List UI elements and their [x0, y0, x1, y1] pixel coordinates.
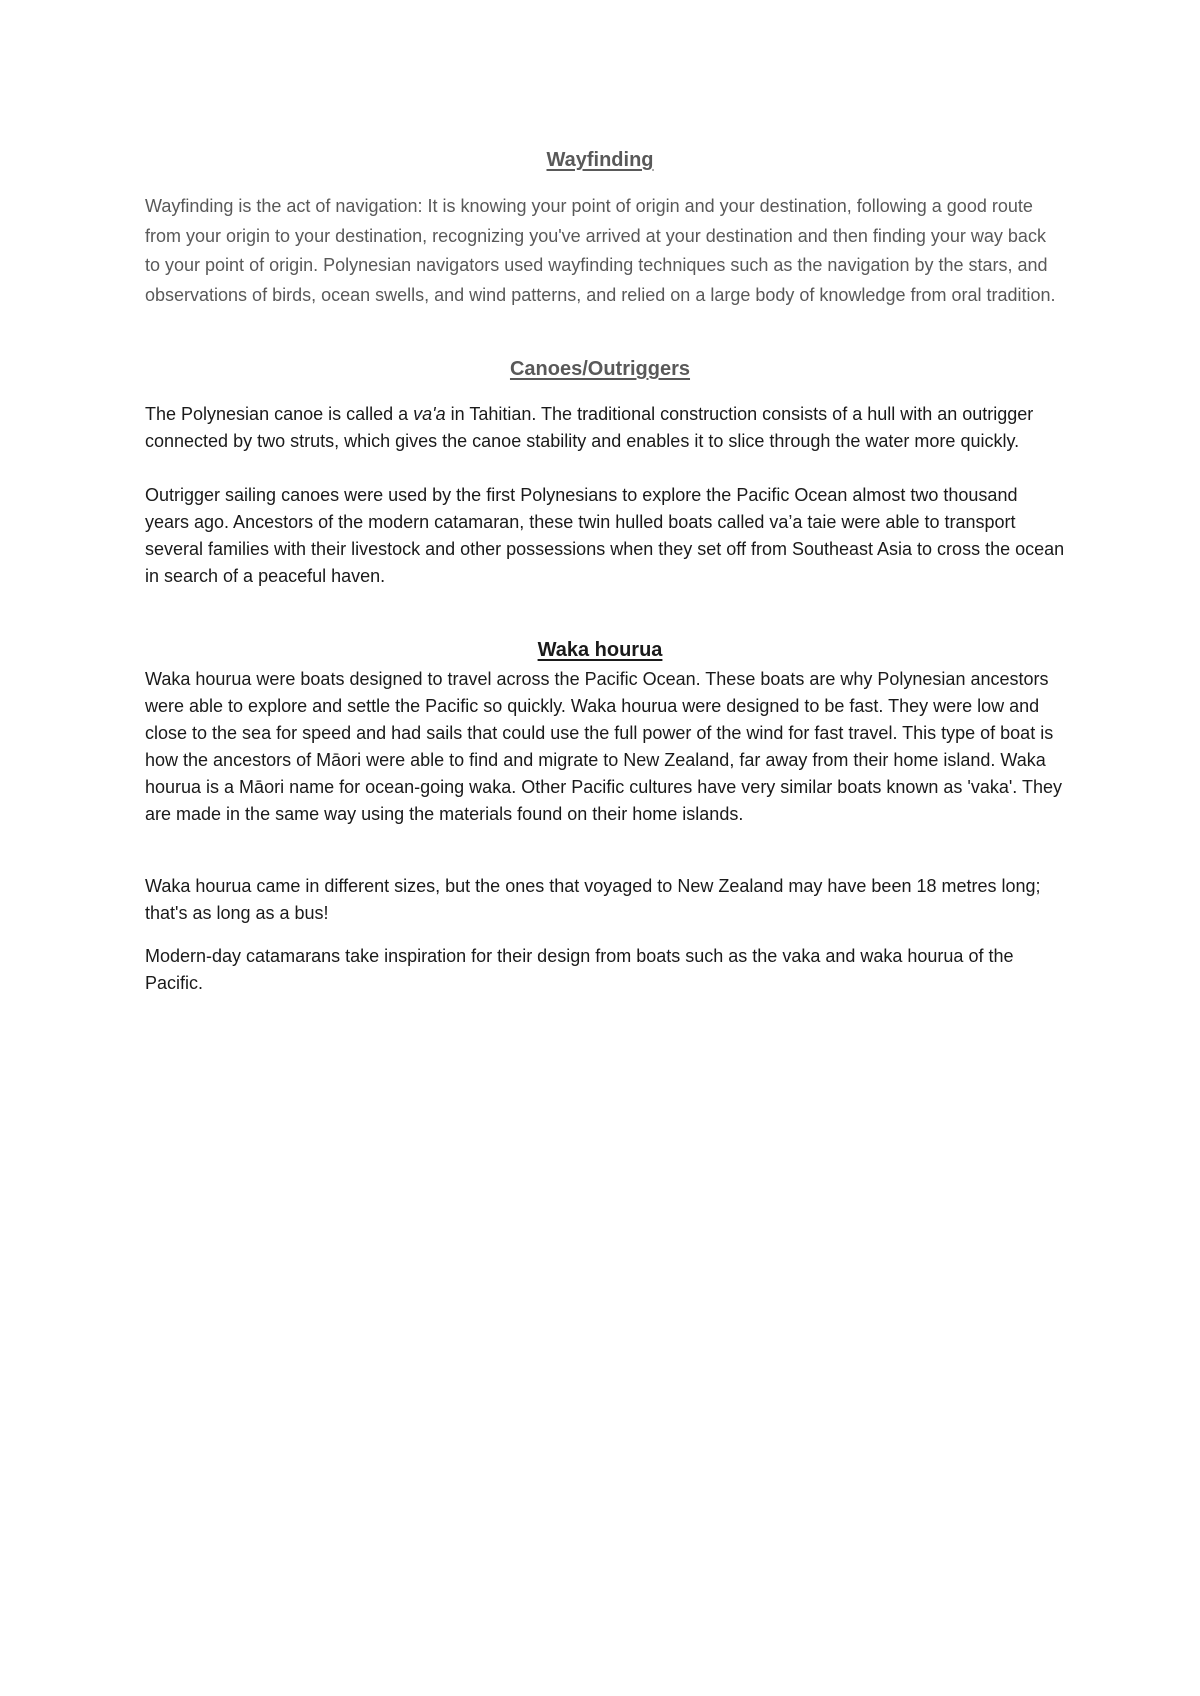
- term-vaa: va'a: [413, 404, 446, 424]
- paragraph-canoes-vaa: [145, 401, 1065, 455]
- paragraph-canoes-history: Outrigger sailing canoes were used by the first Polynesians to explore the Pacific Ocean almost two thousand years ago. Ancestors of the modern catamaran, these twin hulled boats called va’a taie were able to transport several families with their livestock and other possessions when they set off from Southeast Asia to cross the ocean in search of a peaceful haven.: [145, 485, 1065, 586]
- heading-canoes-outriggers: Canoes/Outriggers: [509, 358, 691, 380]
- paragraph-modern-catamarans: Modern-day catamarans take inspiration for their design from boats such as the vaka and waka hourua of the Pacific.: [145, 946, 1014, 993]
- paragraph-wayfinding: Wayfinding is the act of navigation: It is knowing your point of origin and your destination, following a good route from your origin to your destination, recognizing you've arrived at your destination and then finding your way back to your point of origin. Polynesian navigators used wayfinding techniques such as the navigation by the stars, and observations of birds, ocean swells, and wind patterns, and relied on a large body of knowledge from oral tradition.: [145, 196, 1056, 305]
- paragraph-canoes-vaa-before: The Polynesian canoe is called a: [145, 404, 414, 424]
- paragraph-waka-hourua-design: Waka hourua were boats designed to travel across the Pacific Ocean. These boats are why Polynesian ancestors were able to explore and settle the Pacific so quickly. Waka hourua were designed to be fast. They were low and close to the sea for speed and had sails that could use the full power of the wind for fast travel. This type of boat is how the ancestors of Māori were able to find and migrate to New Zealand, far away from their home island. Waka hourua is a Māori name for ocean-going waka. Other Pacific cultures have very similar boats known as 'vaka'. They are made in the same way using the materials found on their home islands.: [145, 669, 1062, 824]
- heading-wayfinding: Wayfinding: [546, 149, 654, 171]
- heading-waka-hourua: Waka hourua: [537, 639, 663, 661]
- paragraph-canoes-vaa-after: in Tahitian. The traditional construction consists of a hull with an outrigger connected by two struts, which gives the canoe stability and enables it to slice through the water more quickly.: [145, 404, 1034, 451]
- paragraph-waka-hourua-sizes: Waka hourua came in different sizes, but the ones that voyaged to New Zealand may have been 18 metres long; that's as long as a bus!: [145, 876, 1041, 923]
